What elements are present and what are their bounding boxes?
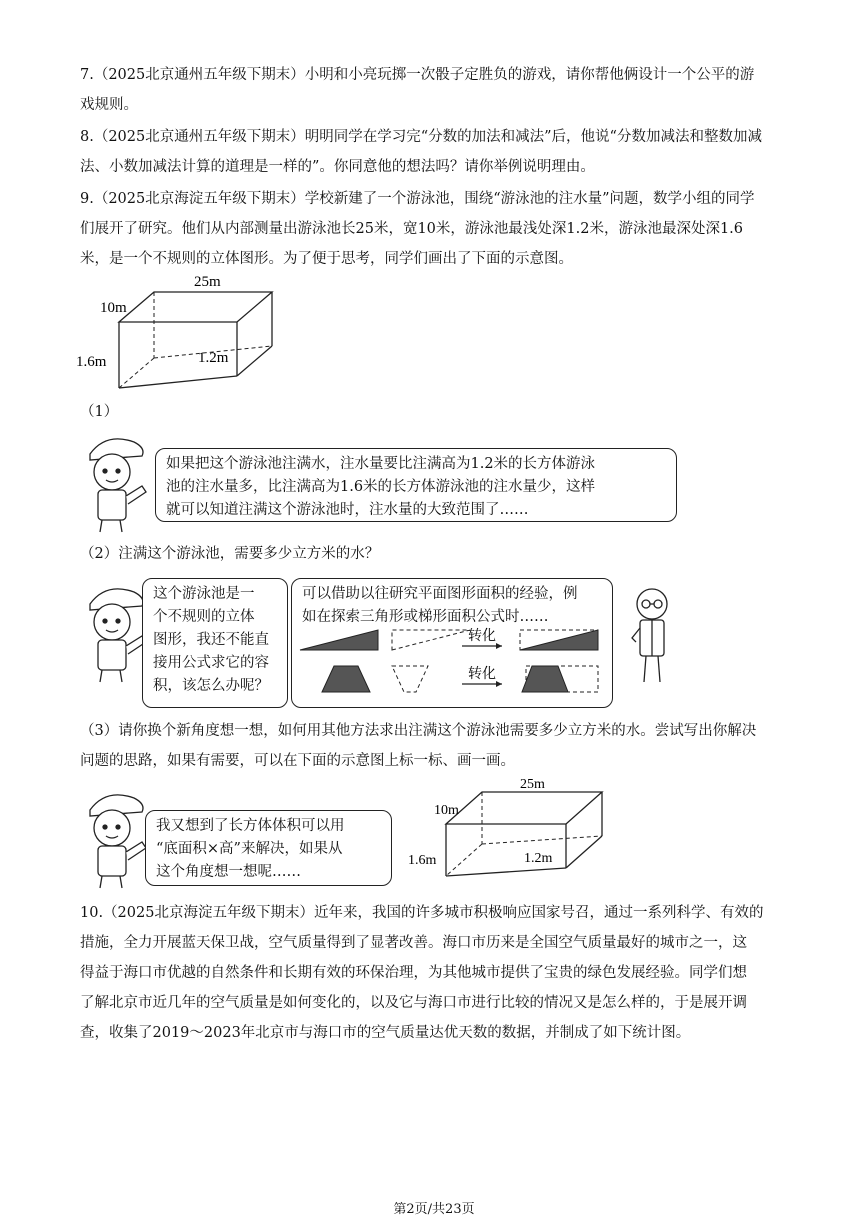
q10-line: 措施，全力开展蓝天保卫战，空气质量得到了显著改善。海口市历来是全国空气质量最好的城市之一，这: [80, 935, 747, 951]
pool-width-label: 10m: [100, 300, 127, 316]
bubble-line: 个不规则的立体: [153, 609, 255, 625]
q8-line: 法、小数加减法计算的道理是一样的”。你同意他的想法吗？请你举例说明理由。: [80, 159, 595, 175]
q7-line: 戏规则。: [80, 97, 138, 113]
transform-label-2: 转化: [468, 667, 496, 682]
dashed-trapezoid-shape: [392, 666, 428, 692]
pool-deep-label: 1.6m: [76, 354, 107, 370]
bubble-line: 如在探索三角形或梯形面积公式时……: [302, 609, 549, 625]
bubble-line: 这个角度想一想呢……: [156, 864, 301, 880]
q9-line: 们展开了研究。他们从内部测量出游泳池长25米，宽10米，游泳池最浅处深1.2米，游泳池最深处深1.6: [80, 221, 744, 237]
part-3-text: [80, 716, 792, 776]
q9-line: 米，是一个不规则的立体图形。为了便于思考，同学们画出了下面的示意图。: [80, 251, 573, 267]
dashed-triangle-shape: [392, 630, 470, 650]
bubble-line: 如果把这个游泳池注满水，注水量要比注满高为1.2米的长方体游泳: [166, 456, 596, 472]
bubble-line: 可以借助以往研究平面图形面积的经验，例: [302, 586, 578, 602]
pool-diagram-2: [406, 776, 626, 886]
student-bubble: [142, 578, 288, 708]
shape-transform-diagram: [296, 624, 608, 704]
student-figure: [76, 578, 150, 684]
pool-shallow-label: 1.2m: [524, 851, 553, 866]
q10-line: 查，收集了2019～2023年北京市与海口市的空气质量达优天数的数据，并制成了如下统计图。: [80, 1025, 691, 1041]
pool-deep-label: 1.6m: [408, 853, 437, 868]
bubble-line: 这个游泳池是一: [153, 586, 255, 602]
student-figure: [76, 784, 150, 890]
part-3-bubble: [145, 810, 392, 886]
q10-line: 10.（2025北京海淀五年级下期末）近年来，我国的许多城市积极响应国家号召，通过一系列科学、有效的: [80, 905, 764, 921]
pool-diagram: [74, 268, 294, 398]
pool-length-label: 25m: [520, 777, 545, 792]
student-figure: [76, 428, 150, 534]
bubble-line: “底面积×高”来解决，如果从: [156, 841, 343, 857]
part-2-label: （2）注满这个游泳池，需要多少立方米的水？: [80, 546, 380, 562]
bubble-line: 图形，我还不能直: [153, 632, 269, 648]
q7-line: 7.（2025北京通州五年级下期末）小明和小亮玩掷一次骰子定胜负的游戏，请你帮他俩设计一个公平的游: [80, 67, 755, 83]
page-footer: 第2页/共23页: [393, 1202, 475, 1217]
question-10: [80, 898, 792, 1048]
bubble-line: 我又想到了长方体体积可以用: [156, 818, 345, 834]
question-9: [80, 184, 792, 274]
teacher-figure: [624, 582, 680, 686]
transform-label-1: 转化: [468, 629, 496, 644]
q9-line: 9.（2025北京海淀五年级下期末）学校新建了一个游泳池，围绕“游泳池的注水量”问题，数学小组的同学: [80, 191, 755, 207]
trapezoid-shape: [322, 666, 370, 692]
question-8: [80, 122, 792, 182]
bubble-line: 池的注水量多，比注满高为1.6米的长方体游泳池的注水量少，这样: [166, 479, 596, 495]
part-1-bubble: [155, 448, 677, 522]
pool-shallow-label: 1.2m: [198, 350, 229, 366]
right-triangle-shape: [300, 630, 378, 650]
bubble-line: 积，该怎么办呢？: [153, 678, 269, 694]
q10-line: 得益于海口市优越的自然条件和长期有效的环保治理，为其他城市提供了宝贵的绿色发展经验。同学们想: [80, 965, 747, 981]
q8-line: 8.（2025北京通州五年级下期末）明明同学在学习完“分数的加法和减法”后，他说“分数加减法和整数加减: [80, 129, 762, 145]
part-1-label: （1）: [80, 404, 119, 420]
question-7: [80, 60, 792, 120]
pool-width-label: 10m: [434, 803, 459, 818]
bubble-line: 接用公式求它的容: [153, 655, 269, 671]
part-3-line: 问题的思路，如果有需要，可以在下面的示意图上标一标、画一画。: [80, 753, 515, 769]
bubble-line: 就可以知道注满这个游泳池时，注水量的大致范围了……: [166, 502, 529, 518]
q10-line: 了解北京市近几年的空气质量是如何变化的，以及它与海口市进行比较的情况又是怎么样的，于是展开调: [80, 995, 747, 1011]
pool-length-label: 25m: [194, 274, 221, 290]
part-3-line: （3）请你换个新角度想一想，如何用其他方法求出注满这个游泳池需要多少立方米的水。尝试写出你解决: [80, 723, 757, 739]
